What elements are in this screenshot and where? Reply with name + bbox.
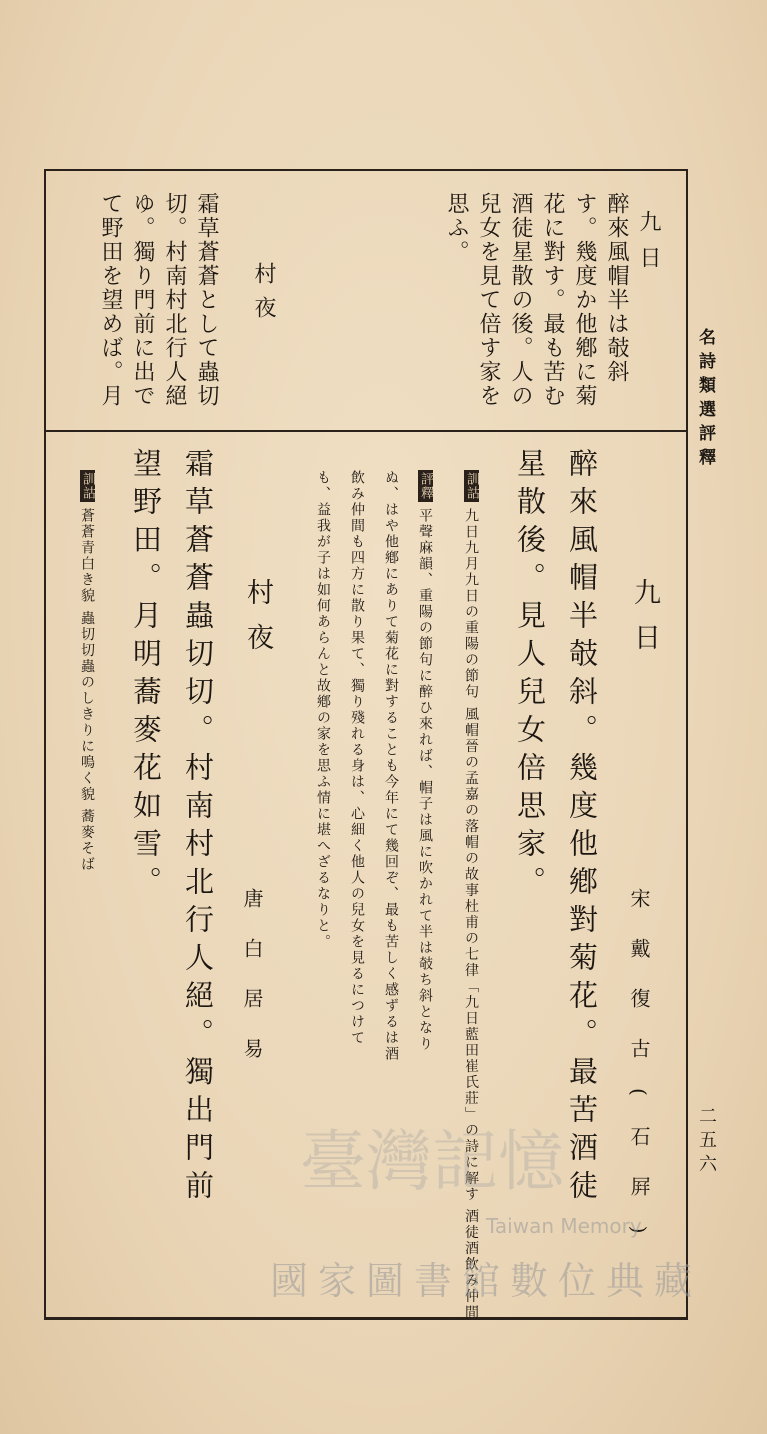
poem2-author: 唐白居易: [240, 888, 264, 1088]
section-divider: [46, 430, 686, 432]
upper-poem1-line: 兒女を見て倍す家を: [476, 192, 501, 408]
upper-poem1-line: す。幾度か他鄕に菊: [572, 192, 597, 408]
upper-poem2-line: ゆ。獨り門前に出で: [130, 192, 155, 408]
poem1-hyoshaku-line: も、益我が子は如何あらんと故鄕の家を思ふ情に堪へざるなりと。: [315, 470, 331, 950]
poem2-title: 村夜: [242, 578, 273, 668]
watermark-library: 國家圖書館數位典藏: [270, 1259, 703, 1303]
poem1-kungo-text: 九日九月九日の重陽の節句 風帽晉の孟嘉の落帽の故事杜甫の七律「九日藍田崔氏莊」の詩に解す 酒徒酒飲み仲間: [463, 508, 479, 1321]
poem1-hyoshaku-line: ぬ、はや他鄕にありて菊花に對することも今年にて幾回ぞ、最も苦しく感ずるは酒: [383, 470, 399, 1062]
upper-poem2-line: 霜草蒼蒼として蟲切: [194, 192, 219, 408]
watermark-logo: 臺灣記憶: [300, 1123, 564, 1200]
frame-bottom-border: [44, 1317, 688, 1320]
upper-poem1-line: 酒徒星散の後。人の: [508, 192, 533, 408]
upper-poem2-line: 切。村南村北行人絕: [162, 192, 187, 408]
frame-left-border: [44, 169, 46, 1317]
poem1-title: 九日: [629, 578, 660, 668]
poem2-kungo-label: 訓詁: [80, 472, 95, 500]
poem1-hyoshaku-label: 評釋: [418, 472, 433, 500]
upper-poem1-line: 花に對す。最も苦む: [540, 192, 565, 408]
page-number: 二五六: [696, 1106, 717, 1178]
poem1-kungo-label: 訓詁: [464, 472, 479, 500]
poem1-hyoshaku-line: 飲み仲間も四方に散り果て、獨り殘れる身は、心細く他人の兒女を見るにつけて: [349, 470, 365, 1046]
poem2-line: 霜草蒼蒼蟲切切。村南村北行人絕。獨出門前: [181, 448, 215, 1208]
upper-poem1-line: 思ふ。: [444, 192, 469, 264]
poem2-line: 望野田。月明蕎麥花如雪。: [129, 448, 163, 904]
upper-poem1-line: 醉來風帽半は攲斜: [604, 192, 629, 384]
watermark-english: Taiwan Memory: [486, 1214, 642, 1238]
upper-poem2-title: 村夜: [251, 262, 276, 330]
poem1-line: 星散後。見人兒女倍思家。: [513, 448, 547, 904]
upper-poem1-title: 九日: [636, 210, 661, 282]
book-title: 名詩類選評釋: [695, 328, 715, 472]
poem1-line: 醉來風帽半攲斜。幾度他鄕對菊花。最苦酒徒: [565, 448, 599, 1208]
poem1-author: 宋戴復古(石屛): [627, 888, 651, 1264]
upper-poem2-line: て野田を望めば。月: [98, 192, 123, 408]
poem2-kungo-text: 蒼蒼青白き貌 蟲切切蟲のしきりに鳴く貌 蕎麥そば: [79, 508, 95, 873]
poem1-hyoshaku-line: 平聲麻韻、重陽の節句に醉ひ來れば、帽子は風に吹かれて半は攲ち斜となり: [417, 508, 433, 1052]
